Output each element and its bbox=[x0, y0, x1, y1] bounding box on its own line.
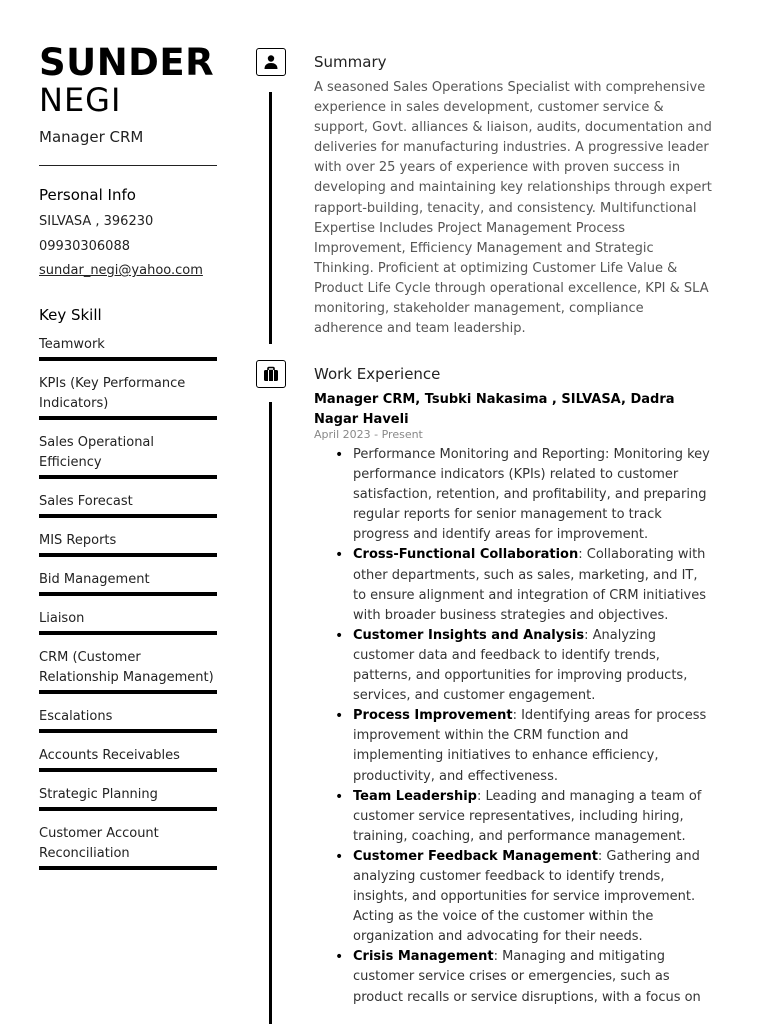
list-item bbox=[314, 706, 712, 786]
skill-item: Strategic Planning bbox=[39, 785, 217, 811]
bullet-text: Performance Monitoring and Reporting: Monitoring key performance indicators (KPIs) related to customer satisfaction, retention, and profitability, and preparing regular reports for senior management to track progress and identify areas for improvement. bbox=[353, 447, 710, 543]
summary-text: A seasoned Sales Operations Specialist with comprehensive experience in sales development, customer service & support, Govt. alliances & liaison, audits, documentation and deliveries for manufacturing industries. A progressive leader with over 25 years of experience with proven success in developing and maintaining key relationships through expert rapport-building, tenacity, and consistency. Multifunctional Expertise Includes Project Management Process Improvement, Efficiency Management and Strategic Thinking. Proficient at optimizing Customer Life Value & Product Life Cycle through operational excellence, KPI & SLA monitoring, stakeholder management, compliance adherence and team leadership. bbox=[314, 80, 712, 337]
experience-bullets bbox=[314, 445, 712, 1008]
skill-item: CRM (Customer Relationship Management) bbox=[39, 648, 217, 694]
timeline-line-summary bbox=[269, 92, 272, 344]
skill-item: Sales Operational Efficiency bbox=[39, 433, 217, 479]
list-item bbox=[314, 787, 712, 847]
bullet-text: : Analyzing customer data and feedback to identify trends, patterns, and opportunities for improving products, services, and customer engagement. bbox=[353, 627, 688, 704]
first-name: SUNDER bbox=[39, 41, 215, 84]
phone: 09930306088 bbox=[39, 239, 130, 254]
skill-item: Sales Forecast bbox=[39, 492, 217, 518]
email-link[interactable]: sundar_negi@yahoo.com bbox=[39, 263, 203, 278]
list-item bbox=[314, 445, 712, 545]
bullet-title: Process Improvement bbox=[353, 708, 513, 724]
skills-list bbox=[39, 335, 217, 883]
personal-info-heading: Personal Info bbox=[39, 186, 136, 204]
bullet-title: Customer Insights and Analysis bbox=[353, 627, 585, 643]
list-item bbox=[314, 545, 712, 625]
briefcase-icon bbox=[256, 360, 286, 388]
skill-item: Accounts Receivables bbox=[39, 746, 217, 772]
bullet-title: Team Leadership bbox=[353, 788, 477, 804]
bullet-title: Cross-Functional Collaboration bbox=[353, 547, 579, 563]
skill-item: Customer Account Reconciliation bbox=[39, 824, 217, 870]
role-dates: April 2023 - Present bbox=[314, 428, 423, 441]
address: SILVASA , 396230 bbox=[39, 214, 154, 229]
summary-heading: Summary bbox=[314, 53, 387, 71]
bullet-text: : Identifying areas for process improvement within the CRM function and implementing initiatives to enhance efficiency, productivity, and effectiveness. bbox=[353, 708, 707, 784]
person-icon bbox=[256, 48, 286, 76]
job-title: Manager CRM bbox=[39, 128, 144, 146]
list-item bbox=[314, 947, 712, 1007]
last-name: NEGI bbox=[39, 81, 122, 119]
list-item bbox=[314, 847, 712, 947]
key-skill-heading: Key Skill bbox=[39, 306, 102, 324]
work-experience-heading: Work Experience bbox=[314, 365, 441, 383]
list-item bbox=[314, 626, 712, 706]
person-icon-glyph bbox=[263, 54, 279, 70]
timeline-line-experience bbox=[269, 402, 272, 1024]
bullet-text: : Collaborating with other departments, such as sales, marketing, and IT, to ensure alignment and integration of CRM initiatives with broader business strategies and objectives. bbox=[353, 547, 706, 623]
skill-item: Liaison bbox=[39, 609, 217, 635]
bullet-title: Crisis Management bbox=[353, 949, 494, 965]
bullet-text: : Managing and mitigating customer service crises or emergencies, such as product recalls or service disruptions, with a focus on bbox=[353, 949, 701, 1005]
skill-item: KPIs (Key Performance Indicators) bbox=[39, 374, 217, 420]
skill-item: Escalations bbox=[39, 707, 217, 733]
briefcase-icon-glyph bbox=[263, 366, 279, 382]
name-divider bbox=[39, 165, 217, 166]
skill-item: MIS Reports bbox=[39, 531, 217, 557]
skill-item: Teamwork bbox=[39, 335, 217, 361]
bullet-text: : Leading and managing a team of customer service representatives, including hiring, training, coaching, and performance management. bbox=[353, 788, 702, 844]
skill-item: Bid Management bbox=[39, 570, 217, 596]
bullet-text: : Gathering and analyzing customer feedback to identify trends, insights, and opportunities for service improvement. Acting as the voice of the customer within the organization and advocating for their needs. bbox=[353, 848, 700, 945]
bullet-title: Customer Feedback Management bbox=[353, 848, 598, 864]
role-title: Manager CRM, Tsubki Nakasima , SILVASA, Dadra Nagar Haveli bbox=[314, 392, 675, 427]
